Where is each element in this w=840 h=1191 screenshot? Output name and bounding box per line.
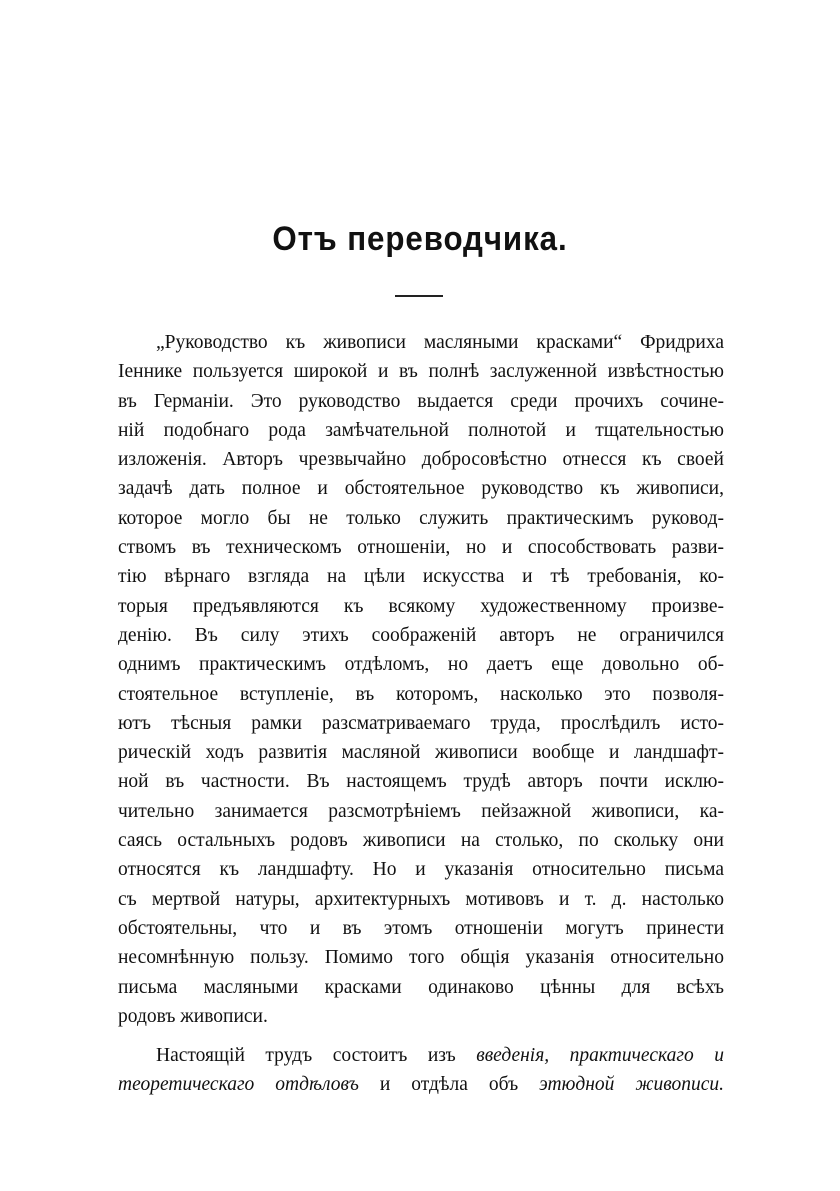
text-line: задачѣ дать полное и обстоятельное руководство къ живописи, [118, 478, 724, 500]
text-line: однимъ практическимъ отдѣломъ, но даетъ еще довольно об- [118, 654, 724, 676]
text-line [118, 1041, 724, 1070]
paragraph-2 [118, 1041, 724, 1100]
text-line: изложенія. Авторъ чрезвычайно добросовѣстно отнесся къ своей [118, 449, 724, 471]
text-line: торыя предъявляются къ всякому художественному произве- [118, 595, 724, 617]
text-line: саясь остальныхъ родовъ живописи на столько, по скольку они [118, 830, 724, 852]
text-line: относятся къ ландшафту. Но и указанія относительно письма [118, 859, 724, 881]
text-line: ной въ частности. Въ настоящемъ трудѣ авторъ почти исклю- [118, 771, 724, 793]
text-line: которое могло бы не только служить практическимъ руковод- [118, 507, 724, 529]
text-line: тію вѣрнаго взгляда на цѣли искусства и тѣ требованія, ко- [118, 566, 724, 588]
italic-term: практическаго и [569, 1045, 724, 1067]
italic-term: теоретическаго отдѣловъ [118, 1074, 359, 1096]
text-line: съ мертвой натуры, архитектурныхъ мотивовъ и т. д. настолько [118, 888, 724, 910]
text-line: денію. Въ силу этихъ соображеній авторъ не ограничился [118, 624, 724, 646]
text-segment: Настоящій трудъ состоитъ изъ [156, 1045, 477, 1067]
paragraph-1 [118, 328, 724, 1031]
text-line: ній подобнаго рода замѣчательной полнотой и тщательностью [118, 419, 724, 441]
italic-term: введенія, [476, 1045, 550, 1067]
page-title: Отъ переводчика. [272, 220, 568, 258]
title-divider [395, 295, 443, 297]
text-line: Іеннике пользуется широкой и въ полнѣ заслуженной извѣстностью [118, 361, 724, 383]
text-line: чительно занимается разсмотрѣніемъ пейзажной живописи, ка- [118, 800, 724, 822]
text-segment: и отдѣла объ [358, 1074, 540, 1096]
text-line: родовъ живописи. [118, 1005, 268, 1027]
text-line: рическій ходъ развитія масляной живописи вообще и ландшафт- [118, 742, 724, 764]
text-line: несомнѣнную пользу. Помимо того общія указанія относительно [118, 947, 724, 969]
page-body [118, 328, 724, 1100]
text-line [118, 1070, 724, 1099]
text-line: стоятельное вступленіе, въ которомъ, насколько это позволя- [118, 683, 724, 705]
text-line: ствомъ въ техническомъ отношеніи, но и способствовать разви- [118, 537, 724, 559]
italic-term: этюдной живописи. [539, 1074, 724, 1096]
text-line: въ Германіи. Это руководство выдается среди прочихъ сочине- [118, 390, 724, 412]
text-line: письма масляными красками одинаково цѣнны для всѣхъ [118, 976, 724, 998]
text-line: обстоятельны, что и въ этомъ отношеніи могутъ принести [118, 917, 724, 939]
text-line: „Руководство къ живописи масляными красками“ Фридриха [156, 332, 724, 353]
text-line: ютъ тѣсныя рамки разсматриваемаго труда, прослѣдилъ исто- [118, 712, 724, 734]
